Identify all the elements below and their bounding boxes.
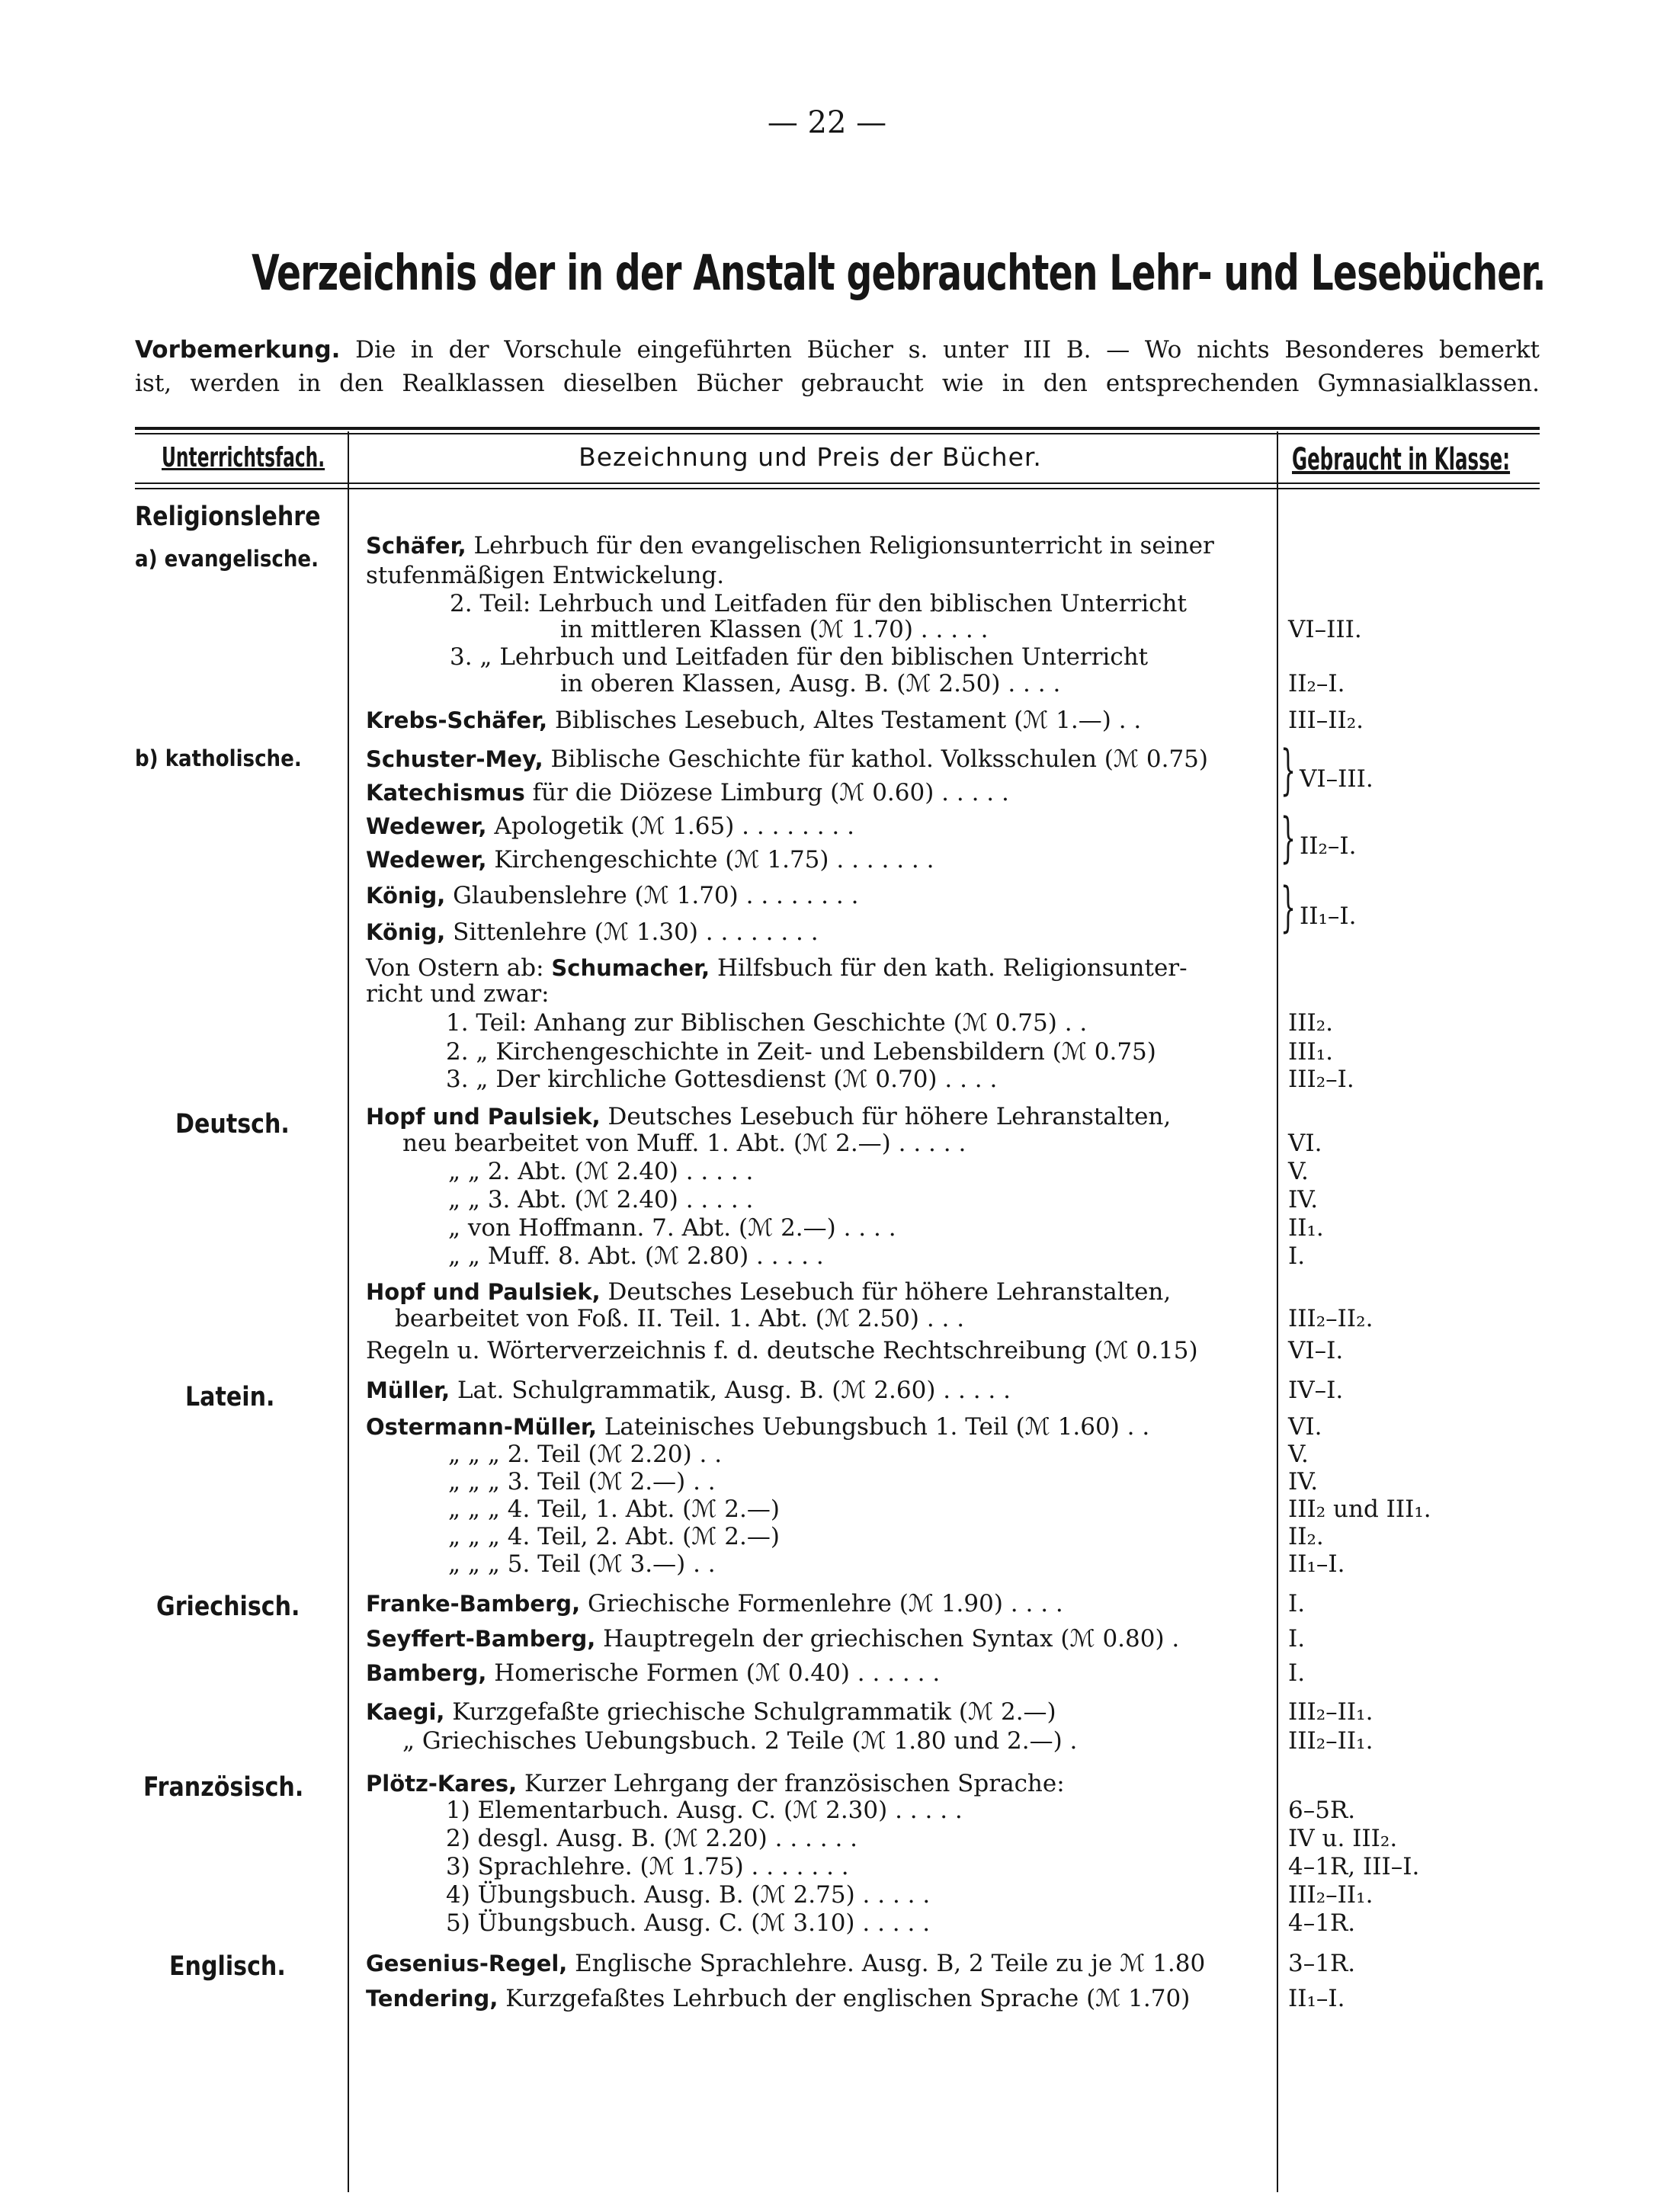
class-cell: IV. [1288,1468,1319,1496]
table-row: „ Griechisches Uebungsbuch. 2 Teile (ℳ 1.80 und 2.—) . [402,1727,1078,1755]
table-row: 5) Übungsbuch. Ausg. C. (ℳ 3.10) . . . . . [446,1909,931,1937]
class-cell: I. [1288,1242,1306,1270]
class-cell: VI. [1288,1130,1322,1157]
brace-mark: } [1281,876,1297,938]
class-cell: V. [1288,1441,1309,1468]
class-cell: III₂–II₁. [1288,1727,1374,1755]
class-cell: 6–5R. [1288,1797,1356,1824]
class-cell: 3–1R. [1288,1950,1356,1977]
table-row: stufenmäßigen Entwickelung. [366,562,725,589]
table-row: Schuster-Mey, Biblische Geschichte für kathol. Volksschulen (ℳ 0.75) [366,745,1209,773]
subject-religion-kath: b) katholische. [135,745,302,771]
prefatory-line-1: Die in der Vorschule eingeführten Bücher s. unter III B. — Wo nichts Besonderes bemerkt [355,336,1540,364]
class-cell: III₂–II₂. [1288,1305,1374,1332]
column-divider-left [348,431,349,2192]
table-row: Von Ostern ab: Schumacher, Hilfsbuch für den kath. Religionsunter- [366,954,1188,982]
class-cell: 4–1R. [1288,1909,1356,1937]
table-row: Tendering, Kurzgefaßtes Lehrbuch der englischen Sprache (ℳ 1.70) [366,1985,1191,2012]
table-row: Hopf und Paulsiek, Deutsches Lesebuch für höhere Lehranstalten, [366,1103,1172,1130]
table-row: Hopf und Paulsiek, Deutsches Lesebuch für höhere Lehranstalten, [366,1278,1172,1306]
class-cell: III₂–I. [1288,1066,1354,1093]
table-row: Seyffert-Bamberg, Hauptregeln der griechischen Syntax (ℳ 0.80) . [366,1625,1180,1653]
class-cell: VI–III. [1288,616,1362,643]
class-cell: III₂–II₁. [1288,1698,1374,1726]
class-cell: II₁–I. [1288,1550,1345,1578]
prefatory-note [135,333,1540,400]
table-row: Wedewer, Kirchengeschichte (ℳ 1.75) . . . . . . . [366,846,934,874]
table-row: „ „ 2. Abt. (ℳ 2.40) . . . . . [448,1158,754,1185]
class-cell: II₂–I. [1288,670,1345,697]
table-header-rule [135,482,1540,484]
table-row: Katechismus für die Diözese Limburg (ℳ 0.60) . . . . . [366,779,1009,806]
class-cell: II₁–I. [1300,902,1357,930]
class-cell: II₂. [1288,1523,1324,1550]
table-top-rule-thin [135,433,1540,434]
table-row: „ „ Muff. 8. Abt. (ℳ 2.80) . . . . . [448,1242,824,1270]
class-cell: II₁. [1288,1214,1324,1242]
class-cell: III–II₂. [1288,707,1364,734]
table-row: 3. „ Lehrbuch und Leitfaden für den biblischen Unterricht [450,643,1149,671]
subject-griechisch: Griechisch. [156,1592,300,1622]
class-cell: II₂–I. [1300,832,1357,860]
table-row: „ „ 3. Abt. (ℳ 2.40) . . . . . [448,1186,754,1213]
table-row: 3. „ Der kirchliche Gottesdienst (ℳ 0.70) . . . . [446,1066,998,1093]
table-row: Müller, Lat. Schulgrammatik, Ausg. B. (ℳ 2.60) . . . . . [366,1377,1011,1404]
class-cell: IV u. III₂. [1288,1825,1398,1852]
table-row: 1) Elementarbuch. Ausg. C. (ℳ 2.30) . . . . . [446,1797,963,1824]
table-row: Krebs-Schäfer, Biblisches Lesebuch, Altes Testament (ℳ 1.—) . . [366,707,1142,734]
class-cell: IV. [1288,1186,1319,1213]
table-row: Ostermann-Müller, Lateinisches Uebungsbuch 1. Teil (ℳ 1.60) . . [366,1413,1150,1441]
class-cell: III₂–II₁. [1288,1881,1374,1909]
subject-franzoesisch: Französisch. [143,1772,304,1803]
subject-latein: Latein. [185,1382,275,1412]
table-row: Wedewer, Apologetik (ℳ 1.65) . . . . . . . . [366,813,854,840]
table-row: König, Sittenlehre (ℳ 1.30) . . . . . . . . [366,918,819,946]
table-row: neu bearbeitet von Muff. 1. Abt. (ℳ 2.—) . . . . . [402,1130,966,1157]
table-row: „ „ „ 3. Teil (ℳ 2.—) . . [448,1468,716,1496]
class-cell: III₂ und III₁. [1288,1496,1431,1523]
table-row: „ von Hoffmann. 7. Abt. (ℳ 2.—) . . . . [448,1214,896,1242]
class-cell: III₂. [1288,1009,1334,1037]
table-row: in oberen Klassen, Ausg. B. (ℳ 2.50) . . . . [560,670,1061,697]
table-row: 2. Teil: Lehrbuch und Leitfaden für den biblischen Unterricht [450,590,1187,617]
table-row: Regeln u. Wörterverzeichnis f. d. deutsche Rechtschreibung (ℳ 0.15) [366,1337,1198,1364]
brace-mark: } [1281,806,1297,869]
table-row: 2) desgl. Ausg. B. (ℳ 2.20) . . . . . . [446,1825,858,1852]
table-row: „ „ „ 2. Teil (ℳ 2.20) . . [448,1441,723,1468]
class-cell: I. [1288,1590,1306,1617]
table-row: Gesenius-Regel, Englische Sprachlehre. Ausg. B, 2 Teile zu je ℳ 1.80 [366,1950,1206,1977]
table-row: 2. „ Kirchengeschichte in Zeit- und Lebensbildern (ℳ 0.75) [446,1038,1156,1066]
class-cell: I. [1288,1659,1306,1687]
table-row: richt und zwar: [366,980,550,1008]
subject-englisch: Englisch. [169,1951,286,1982]
table-row: „ „ „ 4. Teil, 2. Abt. (ℳ 2.—) [448,1523,780,1550]
prefatory-line-2: ist, werden in den Realklassen dieselben Bücher gebraucht wie in den entsprechenden Gymnasialklassen. [135,370,1540,397]
class-cell: VI–I. [1288,1337,1344,1364]
class-cell: III₁. [1288,1038,1334,1066]
table-header-rule-thin [135,488,1540,489]
class-cell: IV–I. [1288,1377,1344,1404]
table-row: 1. Teil: Anhang zur Biblischen Geschichte (ℳ 0.75) . . [446,1009,1088,1037]
table-row: bearbeitet von Foß. II. Teil. 1. Abt. (ℳ 2.50) . . . [395,1305,965,1332]
table-row: Schäfer, Lehrbuch für den evangelischen Religionsunterricht in seiner [366,532,1214,559]
prefatory-label: Vorbemerkung. [135,336,341,364]
table-row: Franke-Bamberg, Griechische Formenlehre (ℳ 1.90) . . . . [366,1590,1063,1617]
table-top-rule [135,427,1540,430]
subject-religion-ev: a) evangelische. [135,546,319,572]
class-cell: V. [1288,1158,1309,1185]
class-cell: VI–III. [1300,765,1374,793]
subject-deutsch: Deutsch. [175,1109,290,1140]
table-row: Kaegi, Kurzgefaßte griechische Schulgrammatik (ℳ 2.—) [366,1698,1056,1726]
class-cell: VI. [1288,1413,1322,1441]
header-books: Bezeichnung und Preis der Bücher. [579,442,1042,472]
subject-religion: Religionslehre [135,502,321,532]
header-subject: Unterrichtsfach. [162,442,325,473]
brace-mark: } [1281,739,1297,801]
header-classes: Gebraucht in Klasse: [1292,442,1511,477]
class-cell: I. [1288,1625,1306,1653]
table-row: König, Glaubenslehre (ℳ 1.70) . . . . . . . . [366,882,859,909]
table-row: „ „ „ 5. Teil (ℳ 3.—) . . [448,1550,716,1578]
table-row: 3) Sprachlehre. (ℳ 1.75) . . . . . . . [446,1853,849,1880]
table-row: in mittleren Klassen (ℳ 1.70) . . . . . [560,616,989,643]
class-cell: II₁–I. [1288,1985,1345,2012]
page-number: — 22 — [767,105,887,140]
page-title: Verzeichnis der in der Anstalt gebrauchten Lehr- und Lesebücher. [252,245,1546,302]
table-row: 4) Übungsbuch. Ausg. B. (ℳ 2.75) . . . . . [446,1881,931,1909]
table-row: „ „ „ 4. Teil, 1. Abt. (ℳ 2.—) [448,1496,780,1523]
table-row: Plötz-Kares, Kurzer Lehrgang der französischen Sprache: [366,1770,1065,1797]
table-row: Bamberg, Homerische Formen (ℳ 0.40) . . . . . . [366,1659,941,1687]
class-cell: 4–1R, III–I. [1288,1853,1420,1880]
